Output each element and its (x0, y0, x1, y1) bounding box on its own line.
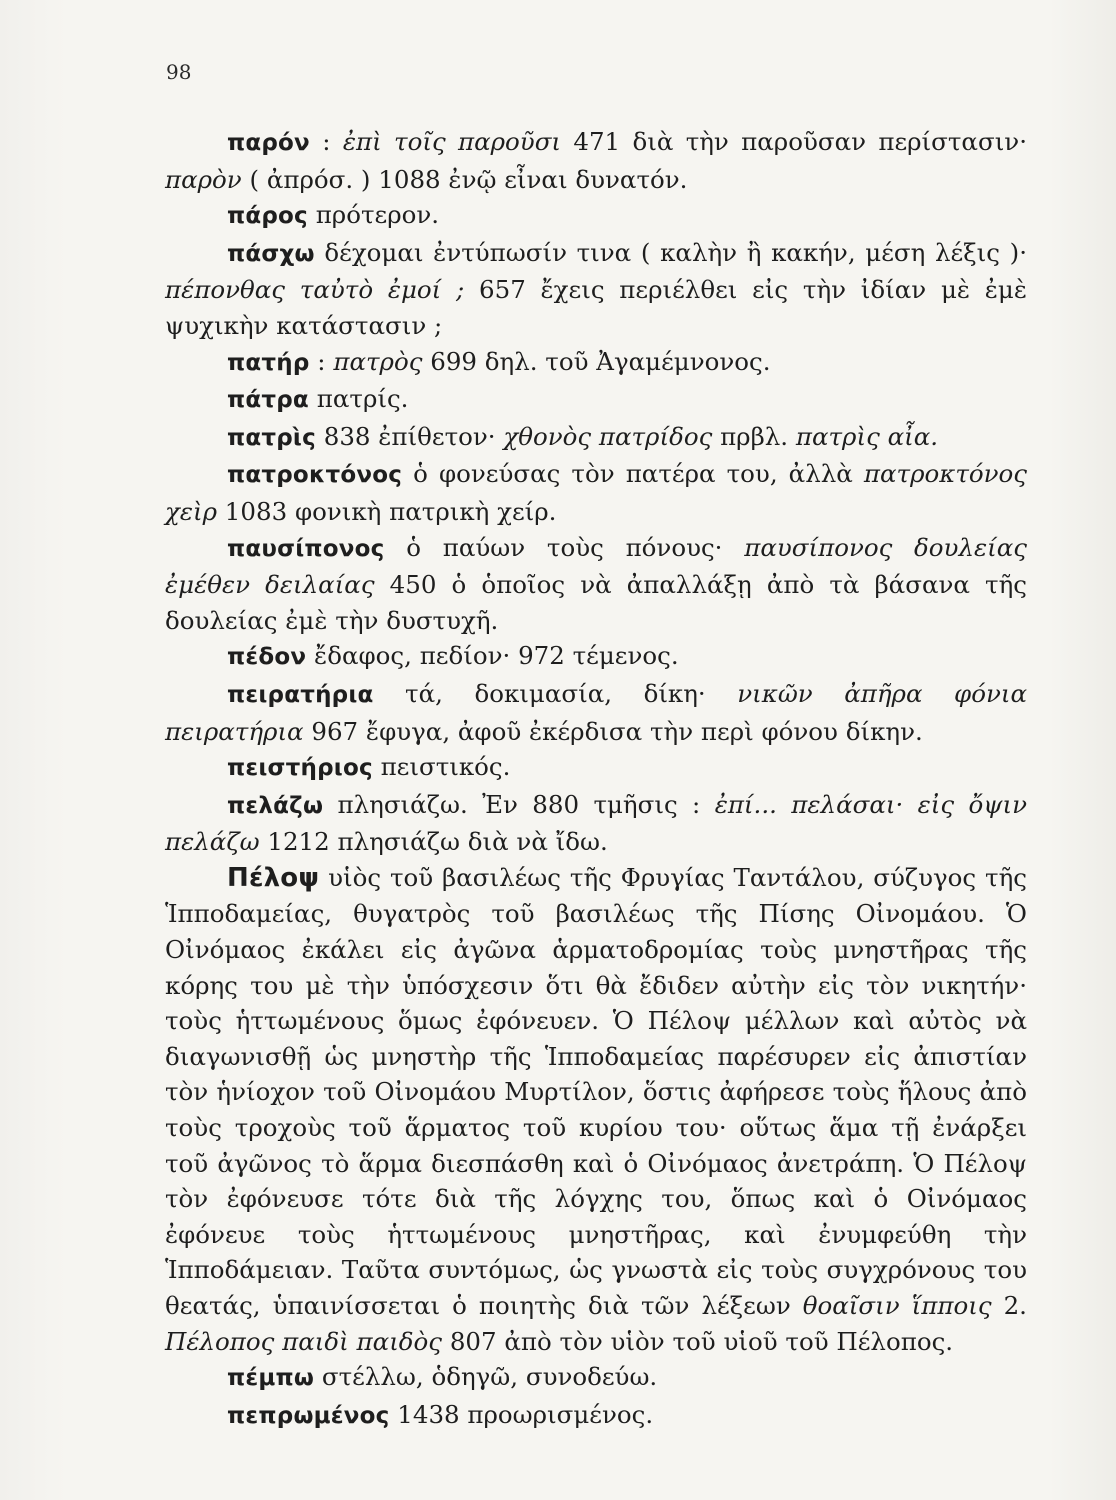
definition-text: 471 διὰ τὴν παροῦσαν περίστασιν· (561, 127, 1027, 156)
quotation: νικῶν ἀπῆρα φόνια πειρατήρια (165, 678, 1027, 746)
definition-text: ἔδαφος, πεδίον· 972 τέμενος. (306, 641, 679, 671)
quotation: πατρὶς αἶα. (795, 421, 939, 451)
definition-text: δέχομαι ἐντύπωσίν τινα ( καλὴν ἢ κακήν, μέση λέξις )· (314, 237, 1027, 267)
quotation: παρὸν (165, 164, 242, 194)
quotation: πέπονθας ταὐτὸ ἐμοί ; (165, 275, 465, 305)
definition-text: πλησιάζω. Ἐν 880 τμῆσις : (323, 789, 715, 819)
entry-paron (165, 124, 1027, 197)
entry-patra (165, 381, 1027, 419)
lemma: πατρὶς (227, 424, 316, 451)
definition-text: : (309, 127, 343, 156)
entry-pascho (165, 235, 1027, 344)
definition-text: πατρίς. (308, 384, 409, 414)
definition-text: υἱὸς τοῦ βασιλέως τῆς Φρυγίας Ταντάλου, σύζυγος τῆς Ἱπποδαμείας, θυγατρὸς τοῦ βασιλέως τῆς Πίσης Οἰνομάου. Ὁ Οἰνόμαος ἐκάλει εἰς ἀγῶνα ἁρματοδρομίας τοὺς μνηστῆρας τῆς κόρης του μὲ τὴν ὑπόσχεσιν ὅτι θὰ ἔδιδεν αὐτὴν εἰς τὸν νικητήν· τοὺς ἡττωμένους ὅμως ἐφόνευεν. Ὁ Πέλοψ μέλλων καὶ αὐτὸς νὰ διαγωνισθῇ ὡς μνηστὴρ τῆς Ἱπποδαμείας παρέσυρεν εἰς ἀπιστίαν τὸν ἡνίοχον τοῦ Οἰνομάου Μυρτίλον, ὅστις ἀφήρεσε τοὺς ἥλους ἀπὸ τοὺς τροχοὺς τοῦ ἅρματος τοῦ κυρίου του· οὕτως ἅμα τῇ ἐνάρξει τοῦ ἀγῶνος τὸ ἅρμα διεσπάσθη καὶ ὁ Οἰνόμαος ἀνετράπη. Ὁ Πέλοψ τὸν ἐφόνευσε τότε διὰ τῆς λόγχης του, ὅπως καὶ ὁ Οἰνόμαος ἐφόνευε τοὺς ἡττωμένους μνηστῆρας, καὶ ἐνυμφεύθη τὴν Ἱπποδάμειαν. Ταῦτα συντόμως, ὡς γνωστὰ εἰς τοὺς συγχρόνους του θεατάς, ὑπαινίσσεται ὁ ποιητὴς διὰ τῶν λέξεων (165, 862, 1027, 1320)
definition-text: 967 ἔφυγα, ἀφοῦ ἐκέρδισα τὴν περὶ φόνου δίκην. (303, 716, 923, 746)
definition-text: ὁ φονεύσας τὸν πατέρα του, ἀλλὰ (402, 459, 864, 489)
quotation: θοαῖσιν ἵπποις (802, 1291, 992, 1320)
quotation: πατροκτόνος χεὶρ (165, 459, 1027, 526)
definition-text: 450 ὁ ὁποῖος νὰ ἀπαλλάξῃ ἀπὸ τὰ βάσανα τῆς δουλείας ἐμὲ τὴν δυστυχῆ. (165, 570, 1027, 635)
lemma: πελάζω (227, 792, 324, 819)
quotation: πατρὸς (333, 346, 423, 376)
entry-patroktonos (165, 456, 1027, 529)
entry-paros (165, 197, 1027, 235)
lemma: πεπρωμένος (227, 1402, 390, 1429)
lemma: πάρος (227, 203, 308, 230)
entry-pedon (165, 638, 1027, 676)
lemma: πειρατήρια (227, 681, 374, 708)
definition-text: 1438 προωρισμένος. (389, 1399, 654, 1429)
lemma: πατροκτόνος (227, 462, 403, 489)
entry-patris (165, 419, 1027, 457)
lemma: πατήρ (227, 349, 310, 376)
lemma: παρόν (227, 130, 310, 156)
page-number: 98 (166, 60, 192, 84)
lemma: πέδον (227, 644, 307, 671)
definition-text: πειστικός. (372, 752, 511, 782)
definition-text: 699 δηλ. τοῦ Ἀγαμέμνονος. (422, 346, 771, 376)
definition-text: 1212 πλησιάζω διὰ νὰ ἴδω. (259, 827, 608, 857)
quotation: χθονὸς πατρίδος (503, 421, 713, 451)
lemma: πάσχω (227, 240, 315, 267)
definition-text: πρβλ. (712, 421, 796, 451)
definition-text: ὁ παύων τοὺς πόνους· (384, 532, 745, 562)
definition-text: στέλλω, ὁδηγῶ, συνοδεύω. (314, 1362, 658, 1392)
lemma: παυσίπονος (227, 535, 385, 562)
entry-pelops (165, 860, 1027, 1359)
quotation: ἐπὶ τοῖς παροῦσι (342, 127, 562, 156)
definition-text: 1083 φονικὴ πατρικὴ χείρ. (217, 496, 557, 526)
entry-pepromenos (165, 1397, 1027, 1435)
lemma: πάτρα (227, 387, 309, 414)
definition-text: 657 ἔχεις περιέλθει εἰς τὴν ἰδίαν μὲ ἐμὲ ψυχικὴν κατάστασιν ; (165, 275, 1027, 340)
entry-pempo (165, 1359, 1027, 1397)
lemma: πέμπω (227, 1365, 315, 1392)
entry-pater (165, 344, 1027, 382)
definition-text: τά, δοκιμασία, δίκη· (373, 678, 738, 708)
lemma: πειστήριος (227, 755, 373, 782)
entry-peirateria (165, 676, 1027, 749)
definition-text: ( ἀπρόσ. ) 1088 ἐνῷ εἶναι δυνατόν. (241, 164, 688, 194)
definition-text: : (309, 346, 334, 376)
quotation: ἐπί... πελάσαι· εἰς ὄψιν πελάζω (165, 789, 1027, 857)
entry-pelazo (165, 787, 1027, 860)
definition-text: 2. (991, 1291, 1027, 1320)
quotation: Πέλοπος παιδὶ παιδὸς (165, 1326, 443, 1356)
quotation: παυσίπονος δουλείας ἐμέθεν δειλαίας (165, 532, 1027, 600)
lemma: Πέλοψ (227, 862, 320, 893)
glossary-text (165, 124, 1027, 1434)
entry-peisterios (165, 749, 1027, 787)
entry-pausiponos (165, 530, 1027, 639)
definition-text: πρότερον. (307, 200, 440, 230)
definition-text: 807 ἀπὸ τὸν υἱὸν τοῦ υἱοῦ τοῦ Πέλοπος. (442, 1326, 954, 1356)
definition-text: 838 ἐπίθετον· (315, 421, 504, 451)
